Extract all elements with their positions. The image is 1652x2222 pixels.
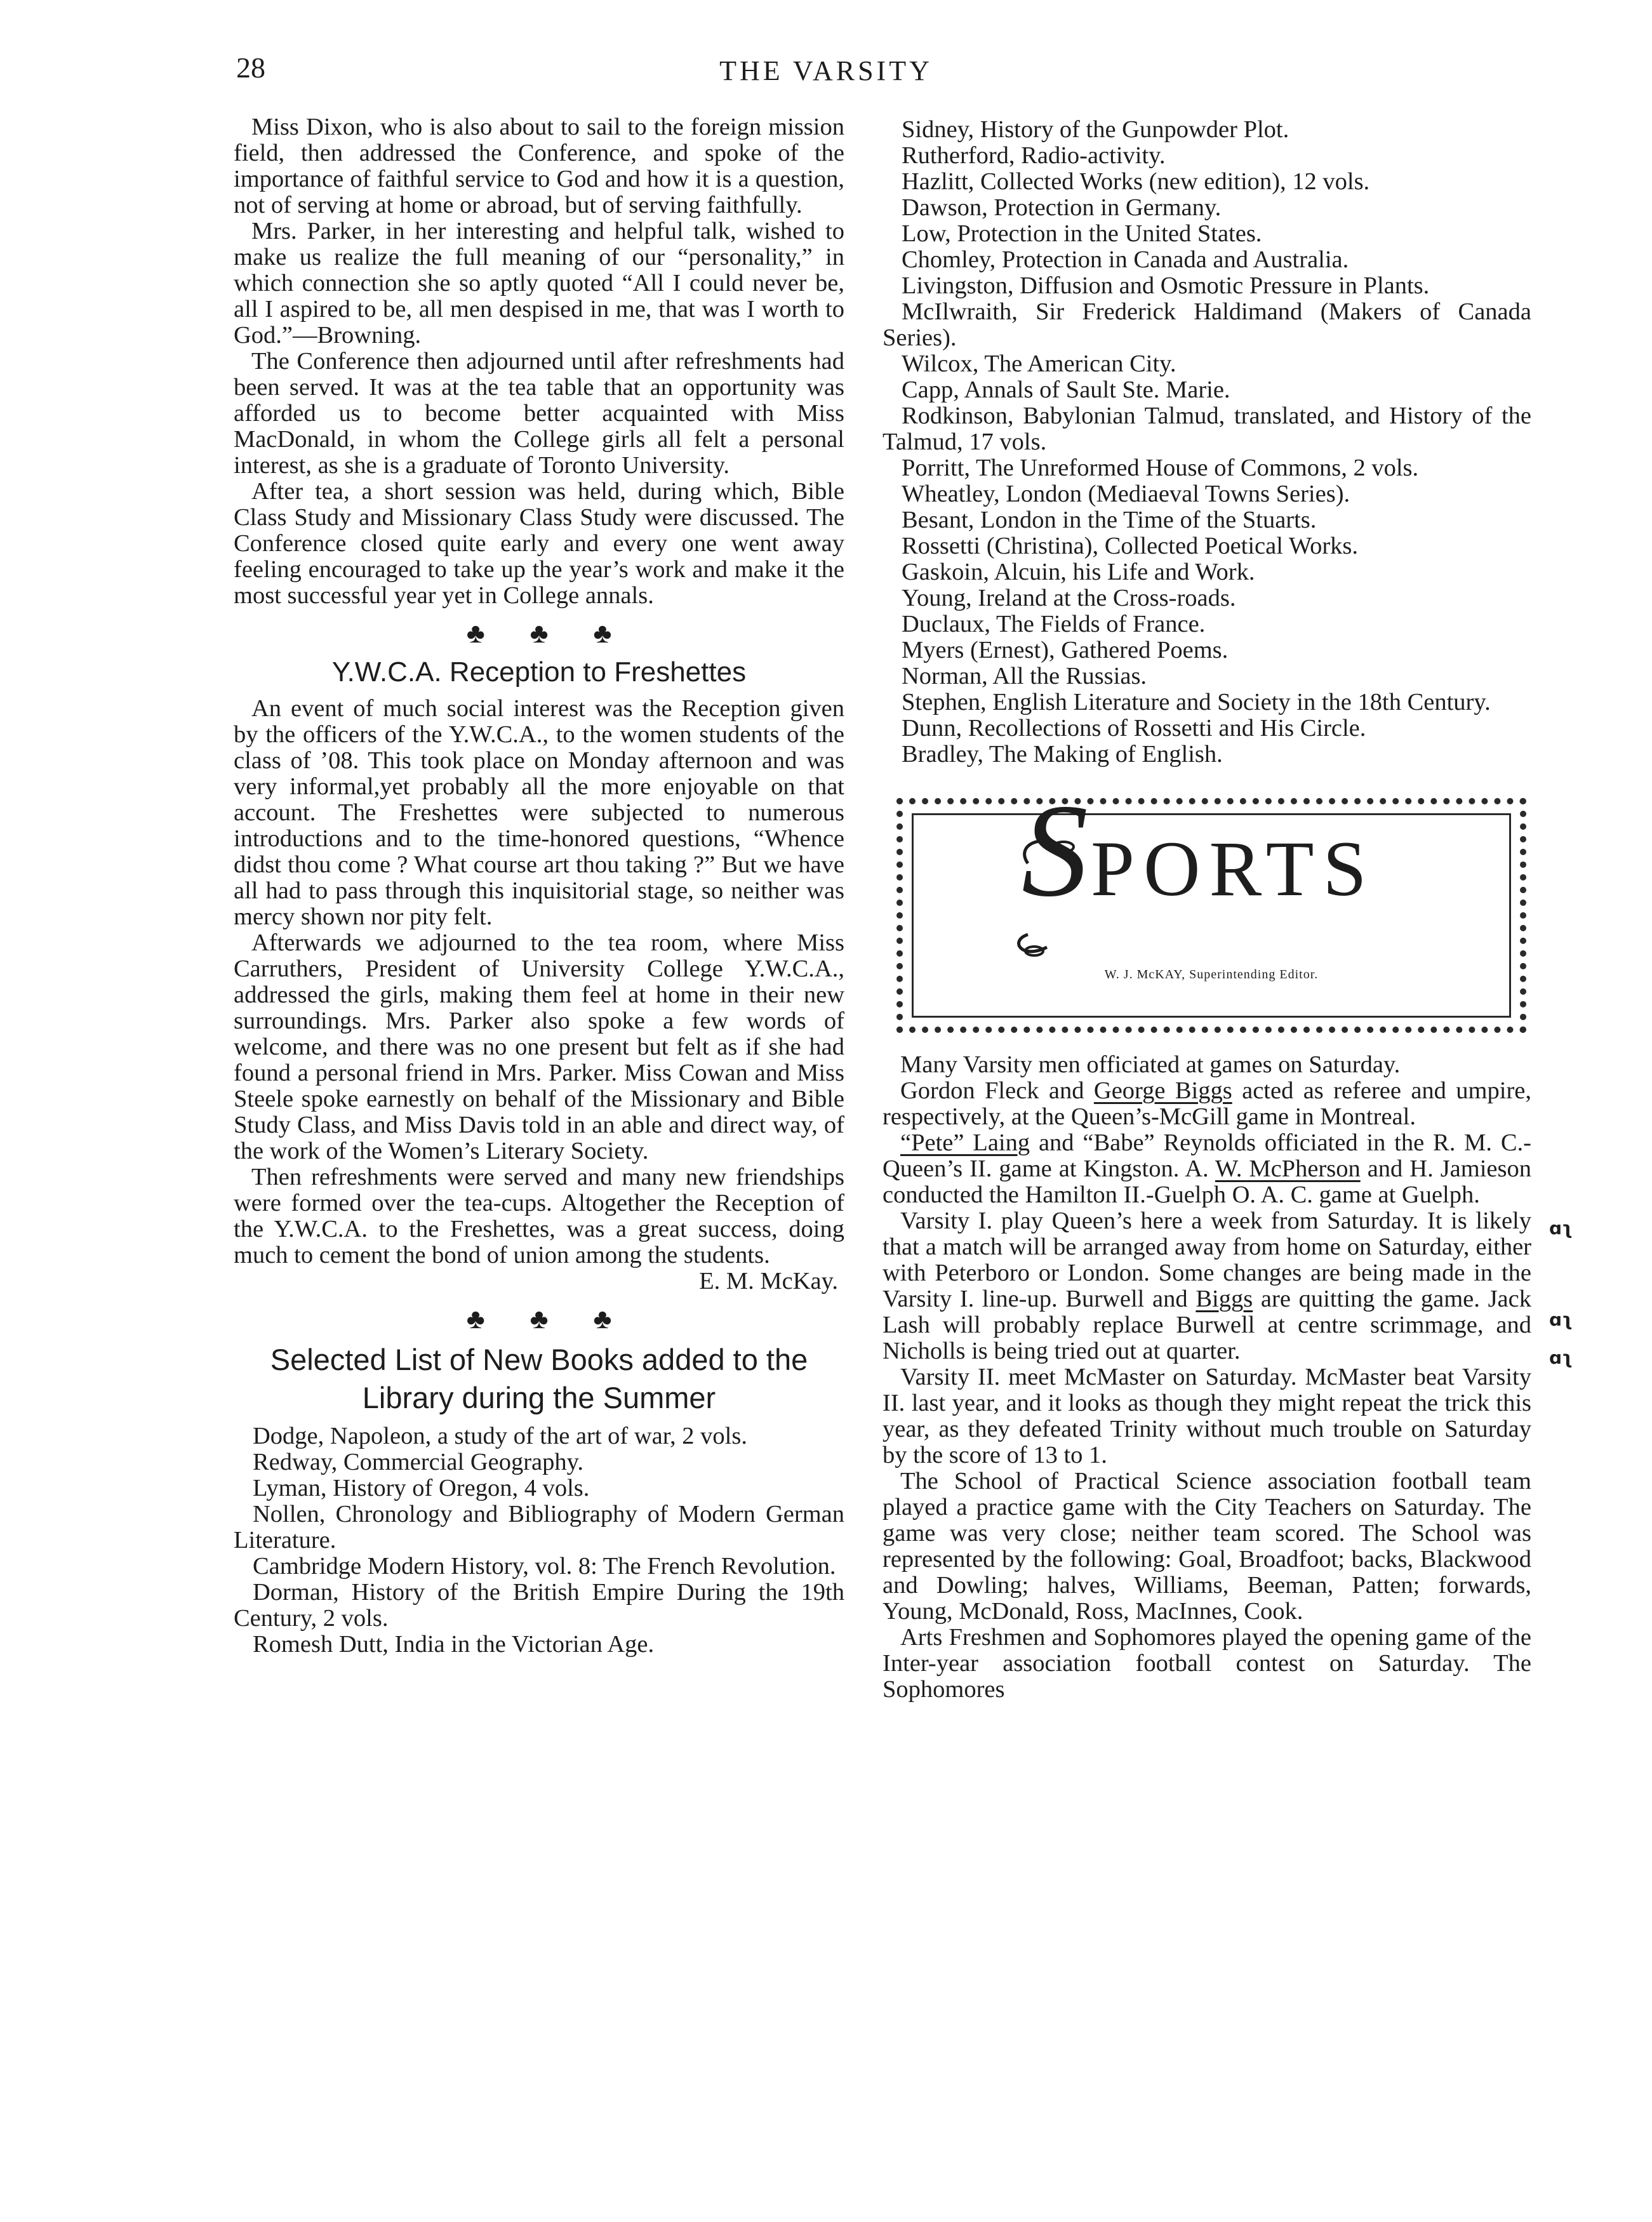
club-ornament: ♣ ♣ ♣ xyxy=(466,618,631,649)
sports-text: are quitting the game. Jack Lash will probably replace Burwell at centre scrimmage, and Nicholls is being tried out at quarter. xyxy=(883,1286,1531,1364)
ywca-paragraph: An event of much social interest was the Reception given by the officers of the Y.W.C.A., to the women students of the class of ’08. This took place on Monday afternoon and was very informal,yet probably all the more enjoyable on that account. The Freshettes were subjected to numerous introductions and to the time-honored questions, “Whence didst thou come ? What course art thou taking ?” But we have all had to pass through this inquisitorial stage, so neither was mercy shown nor pity felt. xyxy=(234,695,844,930)
underlined-name: W. McPherson xyxy=(1215,1155,1361,1182)
book-entry: Hazlitt, Collected Works (new edition), 12 vols. xyxy=(902,168,1370,195)
book-entry: Lyman, History of Oregon, 4 vols. xyxy=(253,1475,590,1501)
book-entry: Rodkinson, Babylonian Talmud, translated, and History of the Talmud, 17 vols. xyxy=(883,402,1531,455)
underlined-name: Biggs xyxy=(1196,1286,1253,1312)
book-entry: Wilcox, The American City. xyxy=(902,350,1176,377)
book-entry: Dunn, Recollections of Rossetti and His Circle. xyxy=(902,715,1366,742)
conference-paragraph: Miss Dixon, who is also about to sail to the foreign mission field, then addressed the Conference, and spoke of the importance of faithful service to God and how it is a question, not of serving at home or abroad, but of serving faithfully. xyxy=(234,114,844,218)
ywca-paragraph: Then refreshments were served and many new friendships were formed over the tea-cups. Altogether the Reception of the Y.W.C.A. to the Freshettes, was a great success, doing much to cement the bond of union among the students. xyxy=(234,1164,844,1268)
sports-text: Gordon Fleck and xyxy=(900,1077,1094,1104)
book-entry: Nollen, Chronology and Bibliography of Modern German Literature. xyxy=(234,1501,844,1553)
book-entry: Redway, Commercial Geography. xyxy=(253,1449,584,1475)
ywca-signature: E. M. McKay. xyxy=(699,1268,838,1294)
sports-banner-inner xyxy=(912,777,1511,1018)
book-entry: Porritt, The Unreformed House of Commons, 2 vols. xyxy=(902,455,1419,481)
sports-paragraph: Many Varsity men officiated at games on Saturday. xyxy=(900,1051,1401,1078)
book-entry: Capp, Annals of Sault Ste. Marie. xyxy=(902,376,1230,403)
book-entry: Wheatley, London (Mediaeval Towns Series). xyxy=(902,481,1350,507)
sports-editor: W. J. McKAY, Superintending Editor. xyxy=(1104,968,1319,981)
books-heading xyxy=(234,1341,844,1417)
sports-banner xyxy=(896,777,1526,1033)
underlined-name: “Pete” Laing xyxy=(900,1129,1030,1156)
book-entry: Norman, All the Russias. xyxy=(902,663,1147,689)
book-entry: Dorman, History of the British Empire During the 19th Century, 2 vols. xyxy=(234,1579,844,1632)
book-entry: McIlwraith, Sir Frederick Haldimand (Makers of Canada Series). xyxy=(883,298,1531,351)
sports-paragraph xyxy=(883,1130,1531,1208)
sports-text: and H. Jamieson conducted the Hamilton II.-Guelph O. A. C. game at Guelph. xyxy=(883,1155,1531,1208)
books-heading-line: Library during the Summer xyxy=(362,1381,716,1414)
conference-paragraph: Mrs. Parker, in her interesting and helpful talk, wished to make us realize the full meaning of our “personality,” in which connection she so aptly quoted “All I could never be, all I aspired to be, all men despised in me, that was I worth to God.”—Browning. xyxy=(234,218,844,349)
sports-paragraph: Arts Freshmen and Sophomores played the opening game of the Inter-year association football contest on Saturday. The Sophomores xyxy=(883,1624,1531,1703)
club-ornament: ♣ ♣ ♣ xyxy=(466,1303,631,1334)
book-entry: Low, Protection in the United States. xyxy=(902,220,1262,247)
book-entry: Cambridge Modern History, vol. 8: The French Revolution. xyxy=(253,1553,836,1580)
book-entry: Besant, London in the Time of the Stuarts. xyxy=(902,507,1317,533)
book-entry: Dawson, Protection in Germany. xyxy=(902,194,1222,221)
sports-title-rest: PORTS xyxy=(1091,825,1376,912)
ywca-paragraph: Afterwards we adjourned to the tea room, where Miss Carruthers, President of University College Y.W.C.A., addressed the girls, making them feel at home in their new surroundings. Mrs. Parker also spoke a few words of welcome, and there was no one present but felt as if she had found a personal friend in Mrs. Parker. Miss Cowan and Miss Steele spoke earnestly on behalf of the Missionary and Bible Study Class, and Miss Davis told in an able and direct way, of the work of the Women’s Literary Society. xyxy=(234,929,844,1164)
book-entry: Bradley, The Making of English. xyxy=(902,741,1223,768)
left-column xyxy=(234,114,844,1658)
conference-paragraph: The Conference then adjourned until after refreshments had been served. It was at the tea table that an opportunity was afforded us to become better acquainted with Miss MacDonald, in whom the College girls all felt a personal interest, as she is a graduate of Toronto University. xyxy=(234,348,844,479)
margin-mark: ɑʅ xyxy=(1549,1309,1573,1330)
sports-text: Varsity I. play Queen’s here a week from Saturday. It is likely that a match will be arranged away from home on Saturday, either with Peterboro or London. Some changes are being made in the Varsity I. line-up. Burwell and xyxy=(883,1207,1531,1312)
ywca-heading: Y.W.C.A. Reception to Freshettes xyxy=(331,656,747,688)
sports-text: acted as referee and umpire, respectively, at the Queen’s-McGill game in Montreal. xyxy=(883,1077,1531,1130)
right-column xyxy=(883,117,1531,1703)
sports-paragraph xyxy=(883,1208,1531,1364)
running-title: THE VARSITY xyxy=(719,55,933,86)
book-entry: Myers (Ernest), Gathered Poems. xyxy=(902,637,1229,663)
sports-paragraph: The School of Practical Science association football team played a practice game with the City Teachers on Saturday. The game was very close; neither team scored. The School was represented by the following: Goal, Broadfoot; backs, Blackwood and Dowling; halves, Williams, Beeman, Patten; forwards, Young, McDonald, Ross, MacInnes, Cook. xyxy=(883,1468,1531,1625)
page-number: 28 xyxy=(236,51,265,84)
margin-mark: ɑʅ xyxy=(1549,1218,1573,1239)
books-heading-line: Selected List of New Books added to the xyxy=(270,1343,808,1376)
book-entry: Rossetti (Christina), Collected Poetical Works. xyxy=(902,533,1359,559)
sports-title-initial: S xyxy=(1022,777,1091,924)
book-entry: Young, Ireland at the Cross-roads. xyxy=(902,585,1236,611)
sports-paragraph xyxy=(883,1078,1531,1130)
sports-title xyxy=(1022,777,1376,924)
sports-text: and “Babe” Reynolds officiated in the R. M. C.-Queen’s II. game at Kingston. A. xyxy=(883,1129,1532,1182)
book-entry: Livingston, Diffusion and Osmotic Pressure in Plants. xyxy=(902,272,1430,299)
book-entry: Romesh Dutt, India in the Victorian Age. xyxy=(253,1631,655,1658)
book-entry: Chomley, Protection in Canada and Australia. xyxy=(902,246,1349,273)
book-entry: Stephen, English Literature and Society in the 18th Century. xyxy=(902,689,1491,715)
book-entry: Gaskoin, Alcuin, his Life and Work. xyxy=(902,559,1255,585)
book-entry: Duclaux, The Fields of France. xyxy=(902,611,1206,637)
book-entry: Rutherford, Radio-activity. xyxy=(902,142,1166,169)
book-entry: Sidney, History of the Gunpowder Plot. xyxy=(902,116,1289,143)
underlined-name: George Biggs xyxy=(1093,1077,1232,1104)
sports-paragraph: Varsity II. meet McMaster on Saturday. McMaster beat Varsity II. last year, and it looks as though they might repeat the trick this year, as they defeated Trinity without much trouble on Saturday by the score of 13 to 1. xyxy=(883,1364,1531,1468)
margin-mark: ɑʅ xyxy=(1549,1347,1573,1368)
book-entry: Dodge, Napoleon, a study of the art of war, 2 vols. xyxy=(253,1423,747,1449)
conference-paragraph: After tea, a short session was held, during which, Bible Class Study and Missionary Class Study were discussed. The Conference closed quite early and every one went away feeling encouraged to take up the year’s work and make it the most successful year yet in College annals. xyxy=(234,478,844,609)
